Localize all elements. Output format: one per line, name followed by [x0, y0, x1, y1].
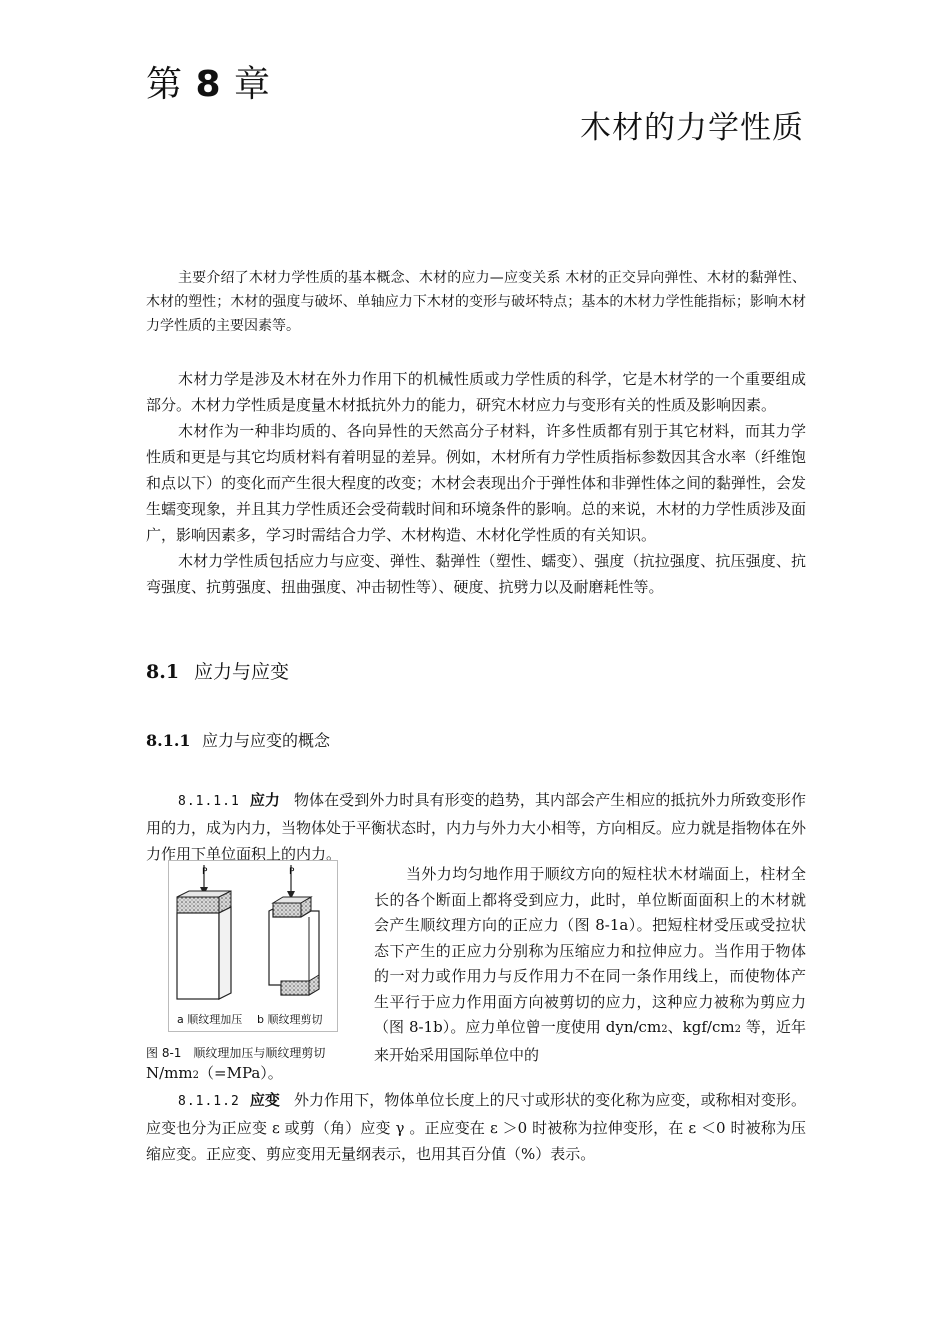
stress-text: 物体在受到外力时具有形变的趋势，其内部会产生相应的抵抗外力所致变形作用的力，成为内力，当物体处于平衡状态时，内力与外力大小相等，方向相反。应力就是指物体在外力作用下单位面积上的内力。	[146, 791, 807, 863]
wood-column-illustration	[169, 861, 337, 1011]
strain-term: 应变	[249, 1091, 280, 1109]
wrap-text-mid: 、kgf/cm	[667, 1018, 735, 1036]
column-a-compression	[177, 865, 231, 999]
wrap-text-main: 当外力均匀地作用于顺纹方向的短柱状木材端面上，柱材全长的各个断面上都将受到应力，此时，单位断面面积上的木材就会产生顺纹理方向的正应力（图 8-1a）。把短柱材受压或受拉状态下产生的正应力分别称为压缩应力和拉伸应力。当作用于物体的一对力或作用力与反作用力不在同一条作用线上，而使物体产生平行于应力作用面方向被剪切的应力，这种应力被称为剪应力（图 8-1b）。应力单位曾一度使用 dyn/cm	[374, 865, 806, 1036]
intro-paragraph-1: 木材力学是涉及木材在外力作用下的机械性质或力学性质的科学，它是木材学的一个重要组成部分。木材力学性质是度量木材抵抗外力的能力，研究木材应力与变形有关的性质及影响因素。	[146, 370, 806, 414]
stress-paragraph	[146, 787, 806, 867]
chapter-number: 8	[195, 64, 222, 105]
column-b-shear	[269, 865, 319, 995]
chapter-prefix: 第	[146, 64, 184, 105]
section-heading	[146, 657, 289, 684]
wrap-text-end: 等，近年来开始采用国际单位中的	[374, 1018, 806, 1064]
section-number: 8.1	[146, 661, 180, 683]
figure-8-1	[168, 860, 338, 1032]
wrapped-paragraph	[374, 862, 806, 1068]
unit-superscript-1: 2	[661, 1024, 668, 1035]
chapter-abstract: 主要介绍了木材力学性质的基本概念、木材的应力—应变关系 木材的正交异向弹性、木材的黏弹性、木材的塑性；木材的强度与破坏、单轴应力下木材的变形与破坏特点；基本的木材力学性能指标；影响木材力学性质的主要因素等。	[146, 270, 806, 334]
load-label-a: P	[202, 867, 208, 877]
load-label-b: P	[289, 867, 295, 877]
strain-text: 外力作用下，物体单位长度上的尺寸或形状的变化称为应变，或称相对变形。应变也分为正应变 ε 或剪（角）应变 γ 。正应变在 ε ＞0 时被称为拉伸变形，在 ε ＜0 时被称为压缩应变。正应变、剪应变用无量纲表示，也用其百分值（%）表示。	[146, 1091, 806, 1163]
unit-si-superscript: 2	[192, 1070, 200, 1081]
stress-definition	[146, 787, 806, 867]
wrapped-paragraph-tail	[146, 1062, 283, 1083]
strain-number: 8.1.1.2	[178, 1094, 240, 1109]
intro-text	[146, 366, 806, 600]
section-title: 应力与应变	[194, 661, 290, 683]
intro-paragraph-3: 木材力学性质包括应力与应变、弹性、黏弹性（塑性、蠕变）、强度（抗拉强度、抗压强度、抗弯强度、抗剪强度、扭曲强度、冲击韧性等）、硬度、抗劈力以及耐磨耗性等。	[146, 552, 806, 596]
subsection-title: 应力与应变的概念	[202, 731, 331, 750]
intro-paragraph-2: 木材作为一种非均质的、各向异性的天然高分子材料，许多性质都有别于其它材料，而其力学性质和更是与其它均质材料有着明显的差异。例如，木材所有力学性质指标参数因其含水率（纤维饱和点以下）的变化而产生很大程度的改变；木材会表现出介于弹性体和非弹性体之间的黏弹性，会发生蠕变现象，并且其力学性质还会受荷载时间和环境条件的影响。总的来说，木材的力学性质涉及面广，影响因素多，学习时需结合力学、木材构造、木材化学性质的有关知识。	[146, 422, 807, 544]
chapter-label	[146, 56, 271, 107]
stress-number: 8.1.1.1	[178, 794, 240, 809]
subsection-heading	[146, 728, 330, 751]
unit-si: N/mm	[146, 1064, 193, 1082]
figure-caption: 图 8-1 顺纹理加压与顺纹理剪切	[146, 1046, 326, 1060]
unit-si-mpa: （=MPa）。	[199, 1064, 283, 1082]
subcaption-b: b 顺纹理剪切	[257, 1013, 323, 1026]
subsection-number: 8.1.1	[146, 731, 191, 750]
subcaption-a: a 顺纹理加压	[177, 1013, 243, 1026]
strain-paragraph	[146, 1087, 806, 1167]
unit-superscript-2: 2	[734, 1024, 741, 1035]
stress-explanation	[374, 862, 806, 1068]
stress-term: 应力	[249, 791, 280, 809]
chapter-suffix: 章	[233, 64, 271, 105]
chapter-title: 木材的力学性质	[580, 110, 804, 146]
strain-definition	[146, 1087, 806, 1167]
